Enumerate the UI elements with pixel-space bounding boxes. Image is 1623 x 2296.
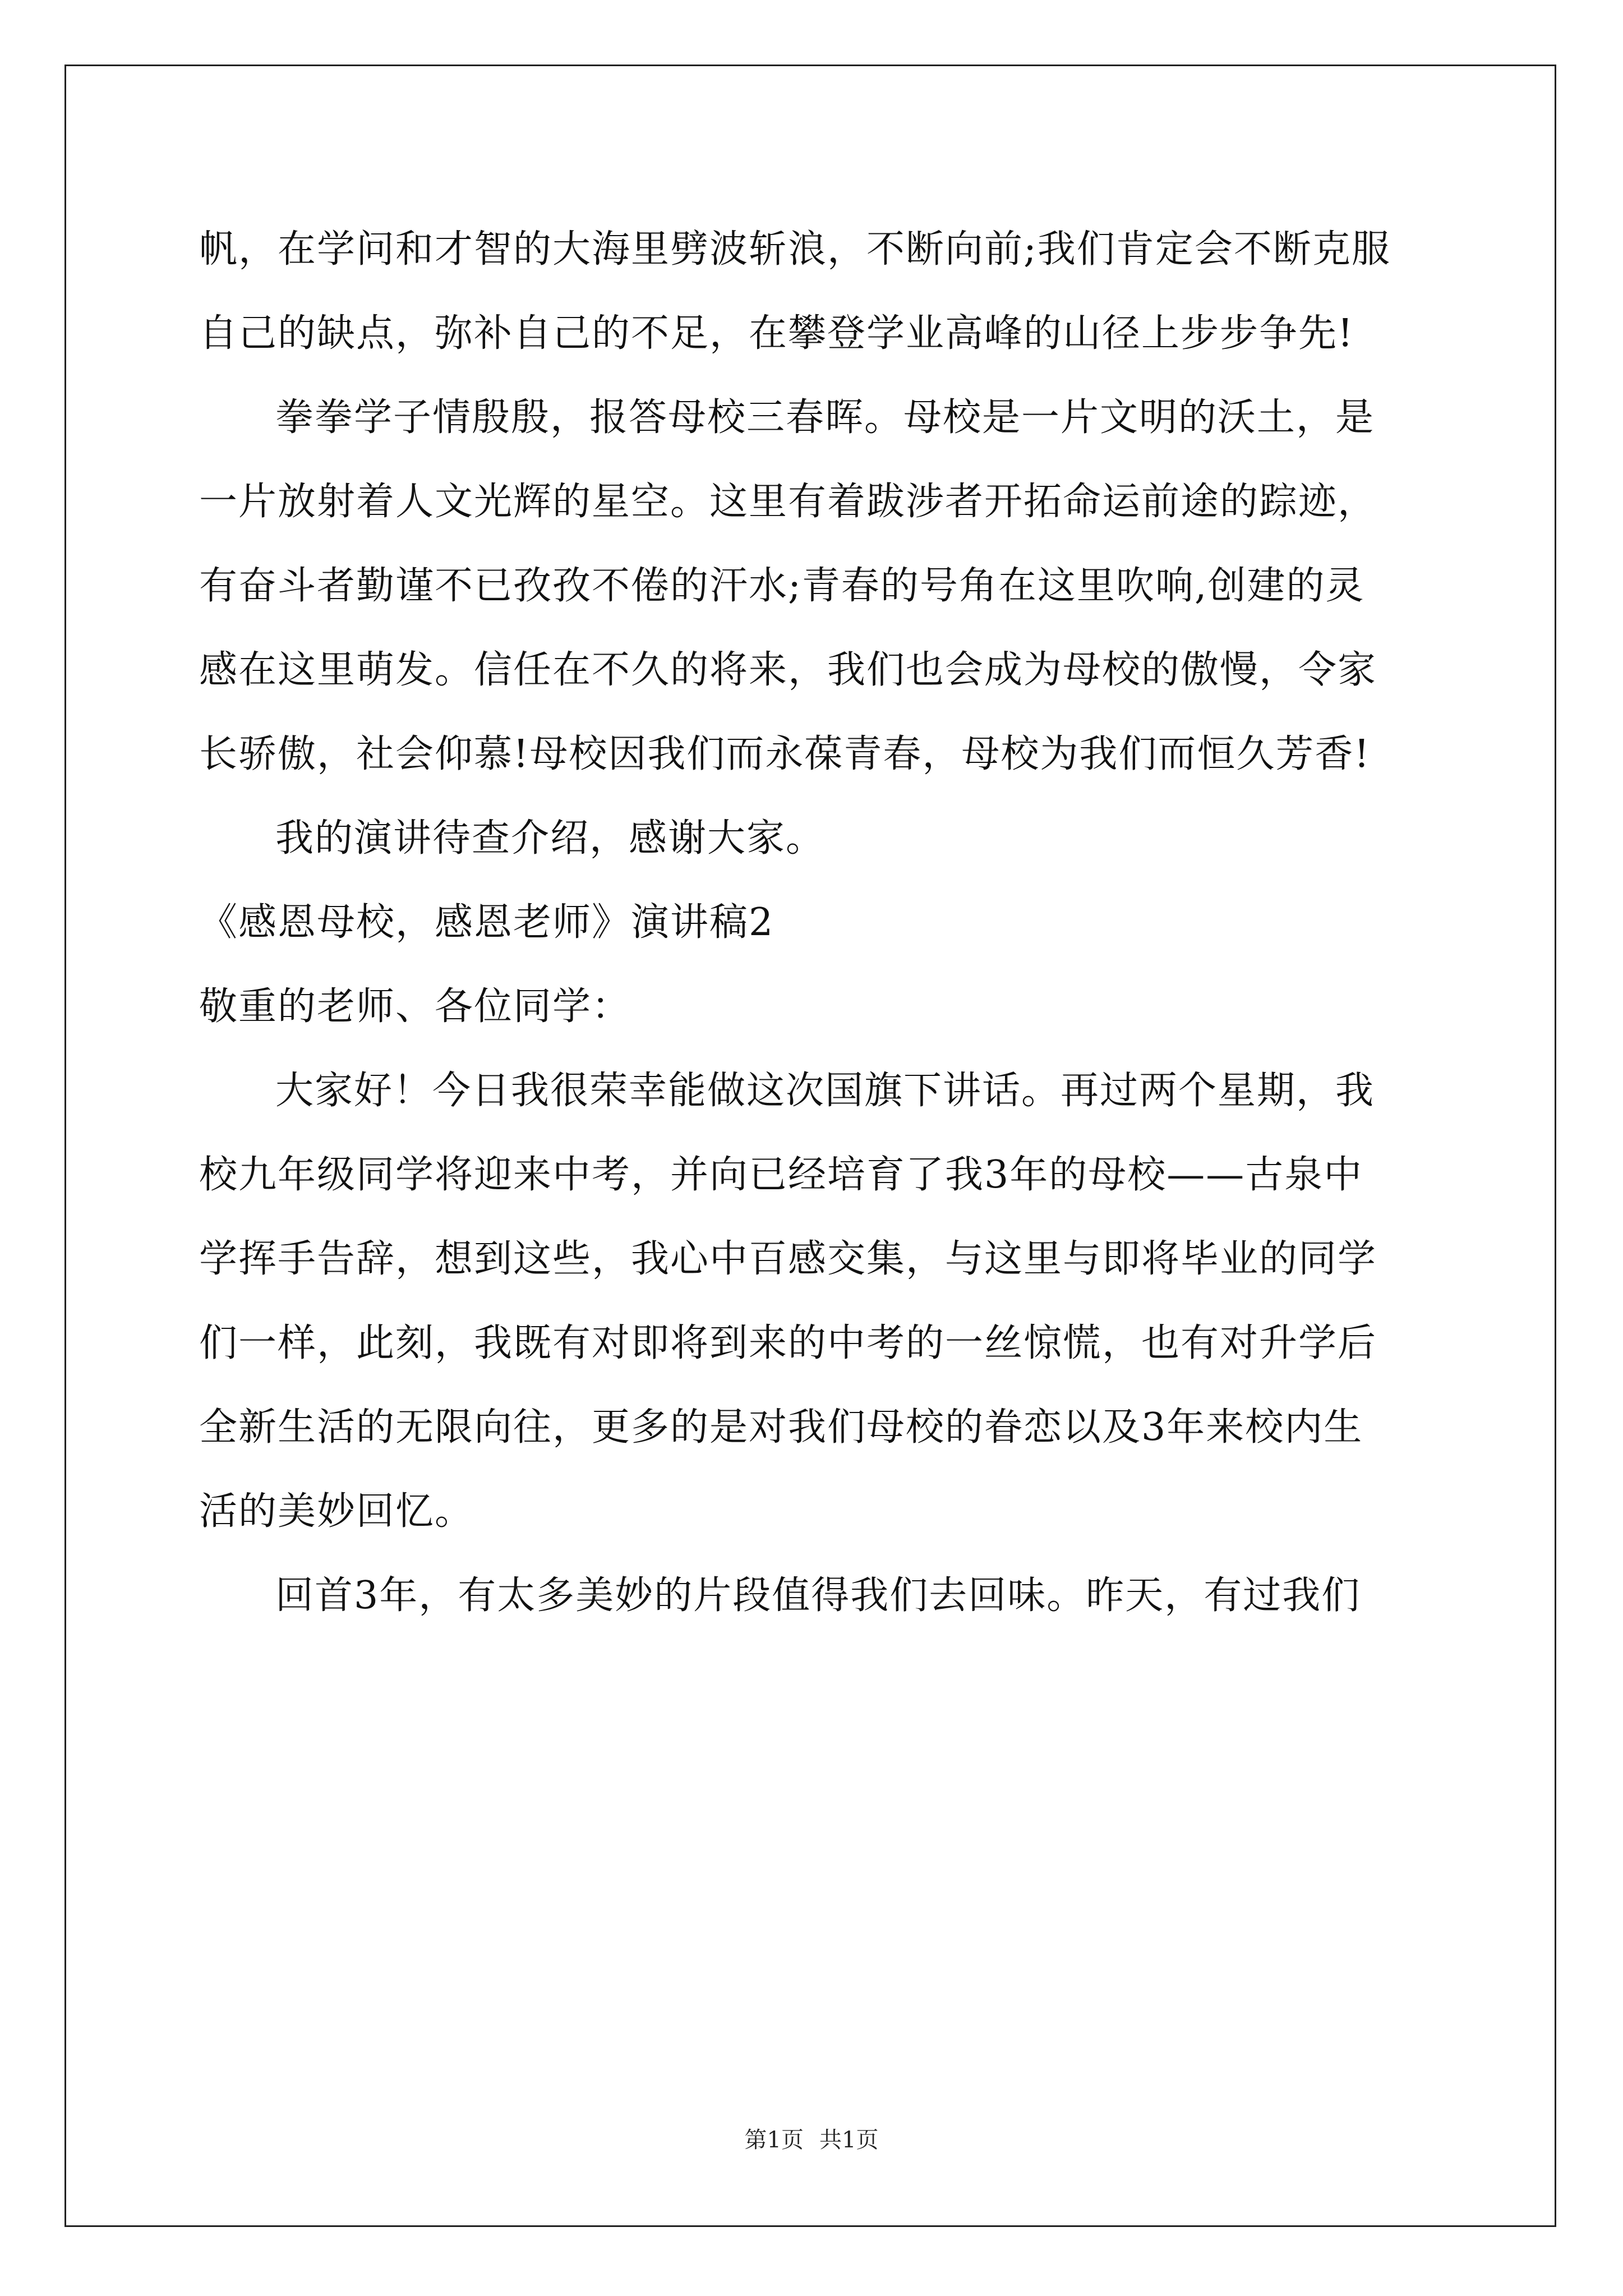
text-line: 活的美妙回忆。 (199, 1489, 474, 1534)
text-line: 们一样，此刻，我既有对即将到来的中考的一丝惊慌，也有对升学后 (199, 1321, 1377, 1365)
text-line: 校九年级同学将迎来中考，并向已经培育了我3年的母校——古泉中 (199, 1153, 1363, 1197)
section-title: 《感恩母校，感恩老师》演讲稿2 (199, 900, 774, 945)
text-line: 全新生活的无限向往，更多的是对我们母校的眷恋以及3年来校内生 (199, 1405, 1363, 1450)
document-body (199, 208, 1422, 1638)
page-footer (0, 2126, 1623, 2154)
paragraph-start: 我的演讲待查介绍，感谢大家。 (275, 816, 826, 861)
text-line: 一片放射着人文光辉的星空。这里有着跋涉者开拓命运前途的踪迹， (199, 480, 1377, 524)
text-line: 有奋斗者勤谨不已孜孜不倦的汗水;青春的号角在这里吹响,创建的灵 (199, 564, 1365, 608)
text-line: 感在这里萌发。信任在不久的将来，我们也会成为母校的傲慢，令家 (199, 648, 1377, 692)
text-line: 学挥手告辞，想到这些，我心中百感交集，与这里与即将毕业的同学 (199, 1237, 1377, 1281)
salutation: 敬重的老师、各位同学： (199, 984, 631, 1029)
text-line: 长骄傲，社会仰慕!母校因我们而永葆青春，母校为我们而恒久芳香! (199, 732, 1371, 776)
text-line: 帆，在学问和才智的大海里劈波斩浪，不断向前;我们肯定会不断克服 (199, 227, 1391, 272)
paragraph-start: 拳拳学子情殷殷，报答母校三春晖。母校是一片文明的沃土，是 (275, 395, 1375, 440)
paragraph-start: 大家好！今日我很荣幸能做这次国旗下讲话。再过两个星期，我 (275, 1069, 1375, 1113)
paragraph-start: 回首3年，有太多美妙的片段值得我们去回味。昨天，有过我们 (275, 1573, 1361, 1618)
text-line: 自己的缺点，弥补自己的不足，在攀登学业高峰的山径上步步争先! (199, 311, 1354, 356)
page-number: 第1页 (744, 2127, 804, 2153)
page-total: 共1页 (819, 2127, 879, 2153)
